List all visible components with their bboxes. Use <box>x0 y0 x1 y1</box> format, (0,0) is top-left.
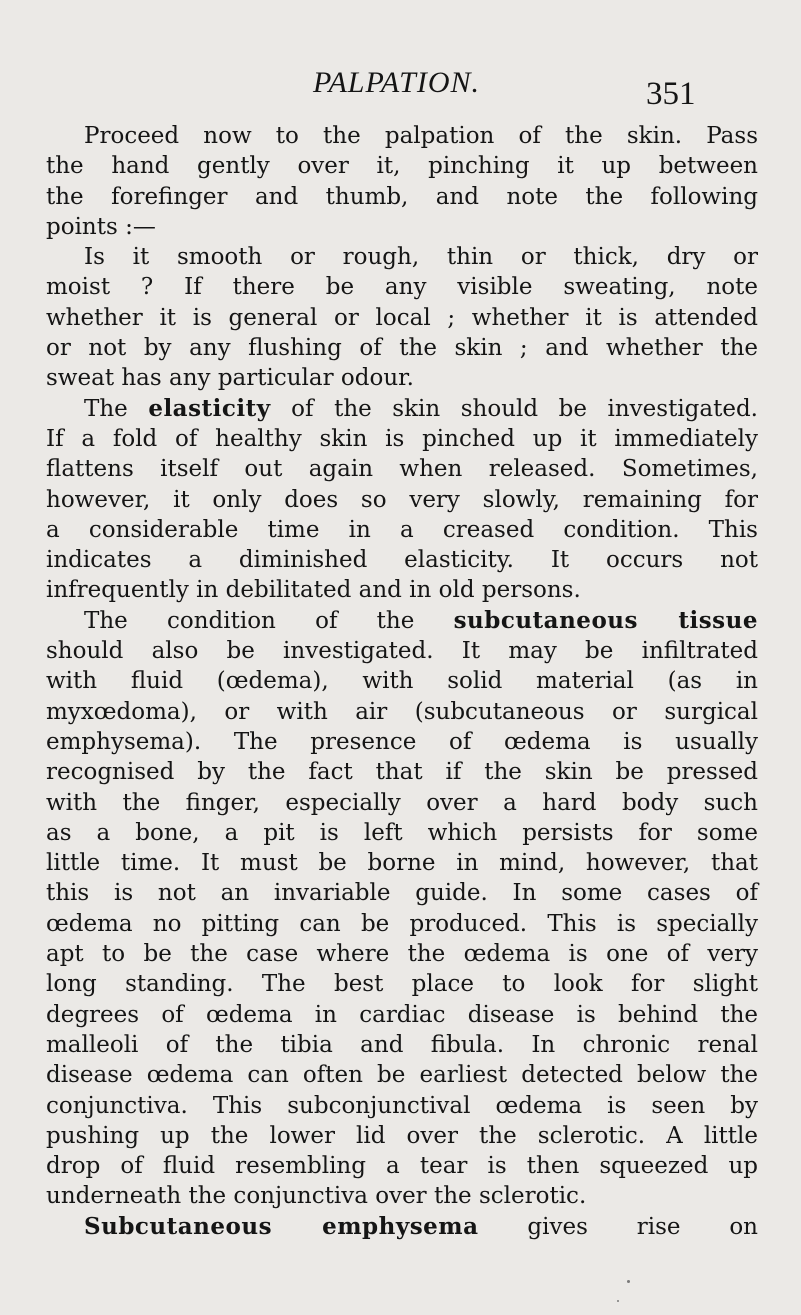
bold-term-subcutaneous-tissue: subcutaneous tissue <box>453 606 758 634</box>
page-number: 351 <box>646 76 696 112</box>
text-line: recognised by the fact that if the skin be pressed <box>46 759 758 786</box>
text-line: with fluid (œdema), with solid material (as in <box>46 668 758 695</box>
text-line: indicates a diminished elasticity. It occurs not <box>46 547 758 574</box>
text-line: sweat has any particular odour. <box>46 365 414 392</box>
text-line: infrequently in debilitated and in old persons. <box>46 577 581 604</box>
print-speck <box>627 1280 630 1283</box>
text-line: apt to be the case where the œdema is one of very <box>46 941 758 968</box>
bold-term-elasticity: elasticity <box>148 394 271 422</box>
text-line: or not by any flushing of the skin ; and whether the <box>46 335 758 362</box>
text-line: degrees of œdema in cardiac disease is behind the <box>46 1001 758 1028</box>
text-line: myxœdoma), or with air (subcutaneous or surgical <box>46 698 758 725</box>
text-line: pushing up the lower lid over the sclerotic. A little <box>46 1122 758 1149</box>
body-text <box>46 121 758 1242</box>
bold-term-subcutaneous-emphysema: Subcutaneous emphysema <box>84 1212 479 1240</box>
text-line: whether it is general or local ; whether it is attended <box>46 304 758 331</box>
print-speck <box>617 1300 619 1302</box>
text-line: the hand gently over it, pinching it up between <box>46 153 758 180</box>
text-line: little time. It must be borne in mind, however, that <box>46 850 758 877</box>
text-line: underneath the conjunctiva over the sclerotic. <box>46 1183 587 1210</box>
text-line: a considerable time in a creased condition. This <box>46 516 758 543</box>
text-line: Is it smooth or rough, thin or thick, dry or <box>84 244 758 271</box>
text-line: drop of fluid resembling a tear is then squeezed up <box>46 1153 758 1180</box>
text-line: œdema no pitting can be produced. This is specially <box>46 910 758 937</box>
running-head-title: PALPATION. <box>313 66 480 99</box>
text-line: The elasticity of the skin should be investigated. <box>84 394 758 422</box>
text-line: The condition of the subcutaneous tissue <box>84 606 758 634</box>
text-line: malleoli of the tibia and fibula. In chronic renal <box>46 1031 758 1058</box>
text-line: Proceed now to the palpation of the skin. Pass <box>84 123 758 149</box>
text-line: as a bone, a pit is left which persists for some <box>46 819 758 846</box>
text-line: with the finger, especially over a hard body such <box>46 789 758 816</box>
text-line: disease œdema can often be earliest detected below the <box>46 1062 758 1089</box>
text-line: If a fold of healthy skin is pinched up it immediately <box>46 425 758 452</box>
text-line: the forefinger and thumb, and note the following <box>46 183 758 210</box>
text-line: long standing. The best place to look for slight <box>46 971 758 998</box>
text-line: however, it only does so very slowly, remaining for <box>46 486 758 513</box>
text-line: emphysema). The presence of œdema is usually <box>46 728 758 755</box>
text-line: points :— <box>46 213 156 240</box>
text-line: flattens itself out again when released. Sometimes, <box>46 456 758 483</box>
text-line: Subcutaneous emphysema gives rise on <box>84 1212 758 1240</box>
text-line: conjunctiva. This subconjunctival œdema is seen by <box>46 1092 758 1119</box>
text-line: this is not an invariable guide. In some cases of <box>46 880 758 907</box>
text-line: should also be investigated. It may be infiltrated <box>46 638 758 665</box>
text-line: moist ? If there be any visible sweating, note <box>46 274 758 301</box>
